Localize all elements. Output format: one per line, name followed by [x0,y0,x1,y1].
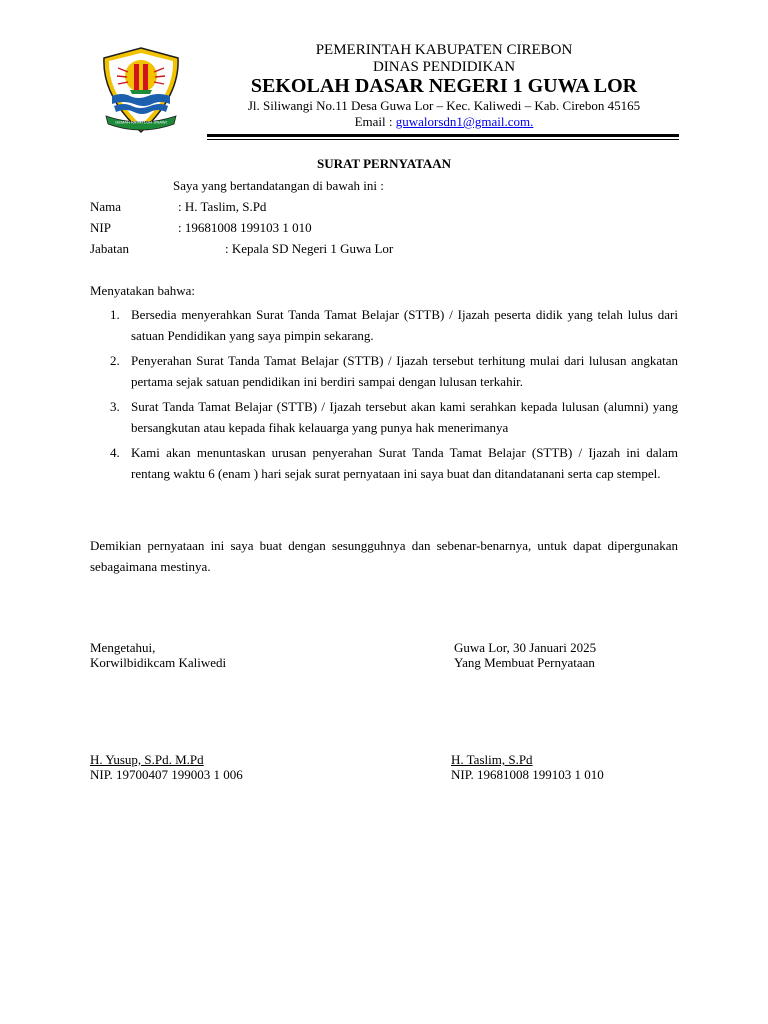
email-link[interactable]: guwalorsdn1@gmail.com. [395,114,534,129]
statement-intro: Menyatakan bahwa: [90,283,196,298]
list-item [90,350,678,392]
list-item [90,396,678,438]
list-item [90,304,678,346]
field-label-nama: Nama [90,199,122,214]
field-value-nip: : 19681008 199103 1 010 [178,220,312,235]
sign-left-line1: Mengetahui, [90,640,156,655]
letterhead-rule-thin [207,139,679,140]
closing-paragraph: Demikian pernyataan ini saya buat dengan sesungguhnya dan sebenar-benarnya, untuk dapat dipergunakan sebagaimana mestinya. [90,538,678,574]
sign-right-line2: Yang Membuat Pernyataan [454,655,595,670]
sign-right-nip: NIP. 19681008 199103 1 010 [451,767,604,782]
field-label-jabatan: Jabatan [90,241,129,256]
list-item-text: Kami akan menuntaskan urusan penyerahan Surat Tanda Tamat Belajar (STTB) / Ijazah ini dalam rentang waktu 6 (enam ) hari sejak surat pernyataan ini saya buat dan ditandatanani serta cap stempel. [131,445,678,481]
school-address: Jl. Siliwangi No.11 Desa Guwa Lor – Kec. Kaliwedi – Kab. Cirebon 45165 [247,98,641,113]
field-label-nip: NIP [90,220,111,235]
sign-right-line1: Guwa Lor, 30 Januari 2025 [454,640,597,655]
list-item-number: 1. [110,307,120,322]
list-item-number: 3. [110,399,120,414]
statement-list [90,304,678,488]
list-item-text: Surat Tanda Tamat Belajar (STTB) / Ijazah tersebut akan kami serahkan kepada lulusan (alumni) yang bersangkutan atau kepada fihak kelauarga yang punya hak menerimanya [131,399,678,435]
letter-title: SURAT PERNYATAAN [317,156,451,171]
emblem-motto: GEMAH RIPAH LOH JINAWI [115,119,167,125]
email-label: Email : [354,114,396,129]
field-value-nama: : H. Taslim, S.Pd [178,199,267,214]
government-name: PEMERINTAH KABUPATEN CIREBON [315,42,573,58]
intro-text: Saya yang bertandatangan di bawah ini : [173,178,384,193]
list-item [90,442,678,484]
sign-left-nip: NIP. 19700407 199003 1 006 [90,767,243,782]
email-line [208,114,680,129]
kabupaten-cirebon-emblem-icon [100,46,182,134]
sign-left-line2: Korwilbidikcam Kaliwedi [90,655,227,670]
sign-right-name: H. Taslim, S.Pd [451,752,533,767]
field-value-jabatan: : Kepala SD Negeri 1 Guwa Lor [225,241,394,256]
department-name: DINAS PENDIDIKAN [372,59,516,75]
list-item-number: 4. [110,445,120,460]
list-item-number: 2. [110,353,120,368]
sign-left-name: H. Yusup, S.Pd. M.Pd [90,752,204,767]
list-item-text: Bersedia menyerahkan Surat Tanda Tamat Belajar (STTB) / Ijazah peserta didik yang telah lulus dari satuan Pendidikan yang saya pimpin sekarang. [131,307,678,343]
school-name: SEKOLAH DASAR NEGERI 1 GUWA LOR [250,75,638,97]
list-item-text: Penyerahan Surat Tanda Tamat Belajar (STTB) / Ijazah tersebut terhitung mulai dari lulusan angkatan pertama sejak satuan pendidikan ini berdiri sampai dengan lulusan terkahir. [131,353,678,389]
letterhead-rule-thick [207,134,679,137]
letterhead [208,42,680,129]
